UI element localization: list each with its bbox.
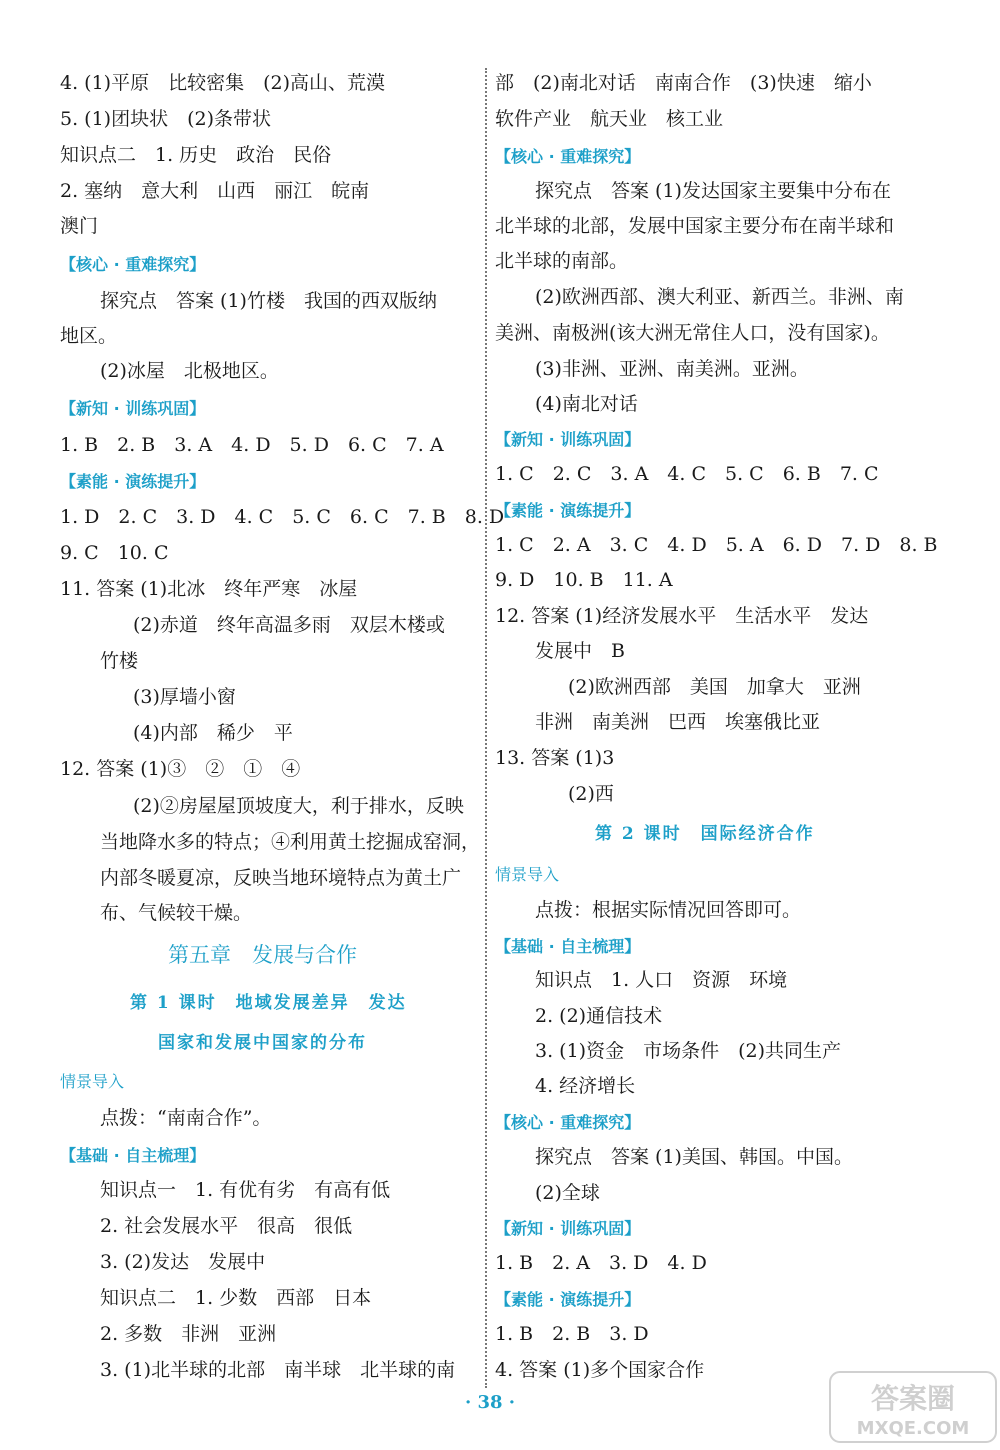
answer-line: 4. 答案 (1)多个国家合作 — [495, 1359, 705, 1381]
answer-line: 地区。 — [60, 325, 118, 347]
answer-line: (2)②房屋屋顶坡度大，利于排水，反映 — [133, 795, 464, 817]
answer-line: 知识点一 1. 有优有劣 有高有低 — [100, 1179, 391, 1201]
answer-line: 9. D 10. B 11. A — [495, 569, 673, 591]
section-heading-advanced: 【素能 · 演练提升】 — [60, 472, 206, 491]
answer-line: (2)欧洲西部 美国 加拿大 亚洲 — [568, 676, 861, 698]
answer-line: 13. 答案 (1)3 — [495, 747, 615, 769]
answer-line: (3)非洲、亚洲、南美洲。亚洲。 — [535, 358, 809, 380]
answer-line: 3. (2)发达 发展中 — [100, 1251, 266, 1273]
section-heading-advanced: 【素能 · 演练提升】 — [495, 1290, 641, 1309]
answer-line: 知识点二 1. 历史 政治 民俗 — [60, 144, 332, 166]
answer-line: 点拨：根据实际情况回答即可。 — [535, 899, 802, 921]
answer-line: 4. 经济增长 — [535, 1075, 636, 1097]
answer-line: 1. C 2. A 3. C 4. D 5. A 6. D 7. D 8. B — [495, 534, 938, 556]
lesson-title: 第 1 课时 地域发展差异 发达 — [130, 993, 407, 1013]
answer-line: 3. (1)资金 市场条件 (2)共同生产 — [535, 1040, 841, 1062]
answer-line: 非洲 南美洲 巴西 埃塞俄比亚 — [535, 711, 821, 733]
answer-line: 点拨：“南南合作”。 — [100, 1107, 272, 1129]
answer-line: 1. C 2. C 3. A 4. C 5. C 6. B 7. C — [495, 463, 879, 485]
section-heading-core: 【核心 · 重难探究】 — [60, 255, 206, 274]
answer-line: 3. (1)北半球的北部 南半球 北半球的南 — [100, 1359, 456, 1381]
answer-line: 9. C 10. C — [60, 542, 169, 564]
answer-line: 知识点二 1. 少数 西部 日本 — [100, 1287, 372, 1309]
answer-line: 软件产业 航天业 核工业 — [495, 108, 724, 130]
section-heading-practice: 【新知 · 训练巩固】 — [495, 430, 641, 449]
answer-line: (2)冰屋 北极地区。 — [100, 360, 279, 382]
answer-line: 1. B 2. B 3. D — [495, 1323, 649, 1345]
watermark-text: 答案圈 — [870, 1382, 956, 1415]
answer-line: 内部冬暖夏凉，反映当地环境特点为黄土广 — [100, 867, 462, 889]
section-heading-basics: 【基础 · 自主梳理】 — [60, 1146, 206, 1165]
answer-line: (3)厚墙小窗 — [133, 686, 236, 708]
answer-line: 部 (2)南北对话 南南合作 (3)快速 缩小 — [495, 72, 872, 94]
answer-line: 北半球的北部，发展中国家主要分布在南半球和 — [495, 215, 895, 237]
answer-line: (2)赤道 终年高温多雨 双层木楼或 — [133, 614, 445, 636]
answer-line: 12. 答案 (1)③ ② ① ④ — [60, 758, 301, 780]
section-heading-practice: 【新知 · 训练巩固】 — [60, 399, 206, 418]
answer-line: 布、气候较干燥。 — [100, 902, 253, 924]
watermark-domain: MXQE.COM — [856, 1418, 970, 1439]
answer-line: 2. 多数 非洲 亚洲 — [100, 1323, 277, 1345]
answer-line: 竹楼 — [100, 650, 139, 672]
answer-line: 当地降水多的特点；④利用黄土挖掘成窑洞， — [100, 831, 481, 853]
lesson-title: 第 2 课时 国际经济合作 — [595, 824, 815, 844]
answer-line: 1. D 2. C 3. D 4. C 5. C 6. C 7. B 8. D — [60, 506, 505, 528]
answer-line: 5. (1)团块状 (2)条带状 — [60, 108, 271, 130]
section-heading-core: 【核心 · 重难探究】 — [495, 1113, 641, 1132]
answer-line: 11. 答案 (1)北冰 终年严寒 冰屋 — [60, 578, 358, 600]
answer-line: 北半球的南部。 — [495, 250, 629, 272]
answer-line: 探究点 答案 (1)竹楼 我国的西双版纳 — [100, 290, 437, 312]
answer-line: 2. 社会发展水平 很高 很低 — [100, 1215, 353, 1237]
column-divider — [485, 68, 487, 1388]
section-heading-basics: 【基础 · 自主梳理】 — [495, 937, 641, 956]
answer-line: (2)全球 — [535, 1182, 600, 1204]
answer-line: (2)西 — [568, 783, 614, 805]
page-number: · 38 · — [464, 1392, 516, 1413]
answer-line: 12. 答案 (1)经济发展水平 生活水平 发达 — [495, 605, 869, 627]
section-heading-core: 【核心 · 重难探究】 — [495, 147, 641, 166]
answer-line: 知识点 1. 人口 资源 环境 — [535, 969, 788, 991]
answer-line: 美洲、南极洲(该大洲无常住人口，没有国家)。 — [495, 322, 890, 344]
answer-line: (4)南北对话 — [535, 393, 638, 415]
answer-line: 2. 塞纳 意大利 山西 丽江 皖南 — [60, 180, 370, 202]
lesson-title-continued: 国家和发展中国家的分布 — [158, 1033, 367, 1053]
answer-line: 2. (2)通信技术 — [535, 1005, 663, 1027]
answer-line: 发展中 B — [535, 640, 625, 662]
watermark-logo — [828, 1368, 998, 1446]
answer-line: (2)欧洲西部、澳大利亚、新西兰。非洲、南 — [535, 286, 904, 308]
section-heading-intro: 情景导入 — [60, 1072, 125, 1091]
answer-line: 1. B 2. A 3. D 4. D — [495, 1252, 707, 1274]
section-heading-advanced: 【素能 · 演练提升】 — [495, 501, 641, 520]
section-heading-practice: 【新知 · 训练巩固】 — [495, 1219, 641, 1238]
answer-line: (4)内部 稀少 平 — [133, 722, 293, 744]
answer-line: 探究点 答案 (1)美国、韩国。中国。 — [535, 1146, 853, 1168]
answer-line: 4. (1)平原 比较密集 (2)高山、荒漠 — [60, 72, 385, 94]
answer-line: 1. B 2. B 3. A 4. D 5. D 6. C 7. A — [60, 434, 444, 456]
section-heading-intro: 情景导入 — [495, 865, 560, 884]
answer-line: 探究点 答案 (1)发达国家主要集中分布在 — [535, 180, 891, 202]
chapter-title: 第五章 发展与合作 — [168, 943, 357, 967]
answer-line: 澳门 — [60, 215, 99, 237]
